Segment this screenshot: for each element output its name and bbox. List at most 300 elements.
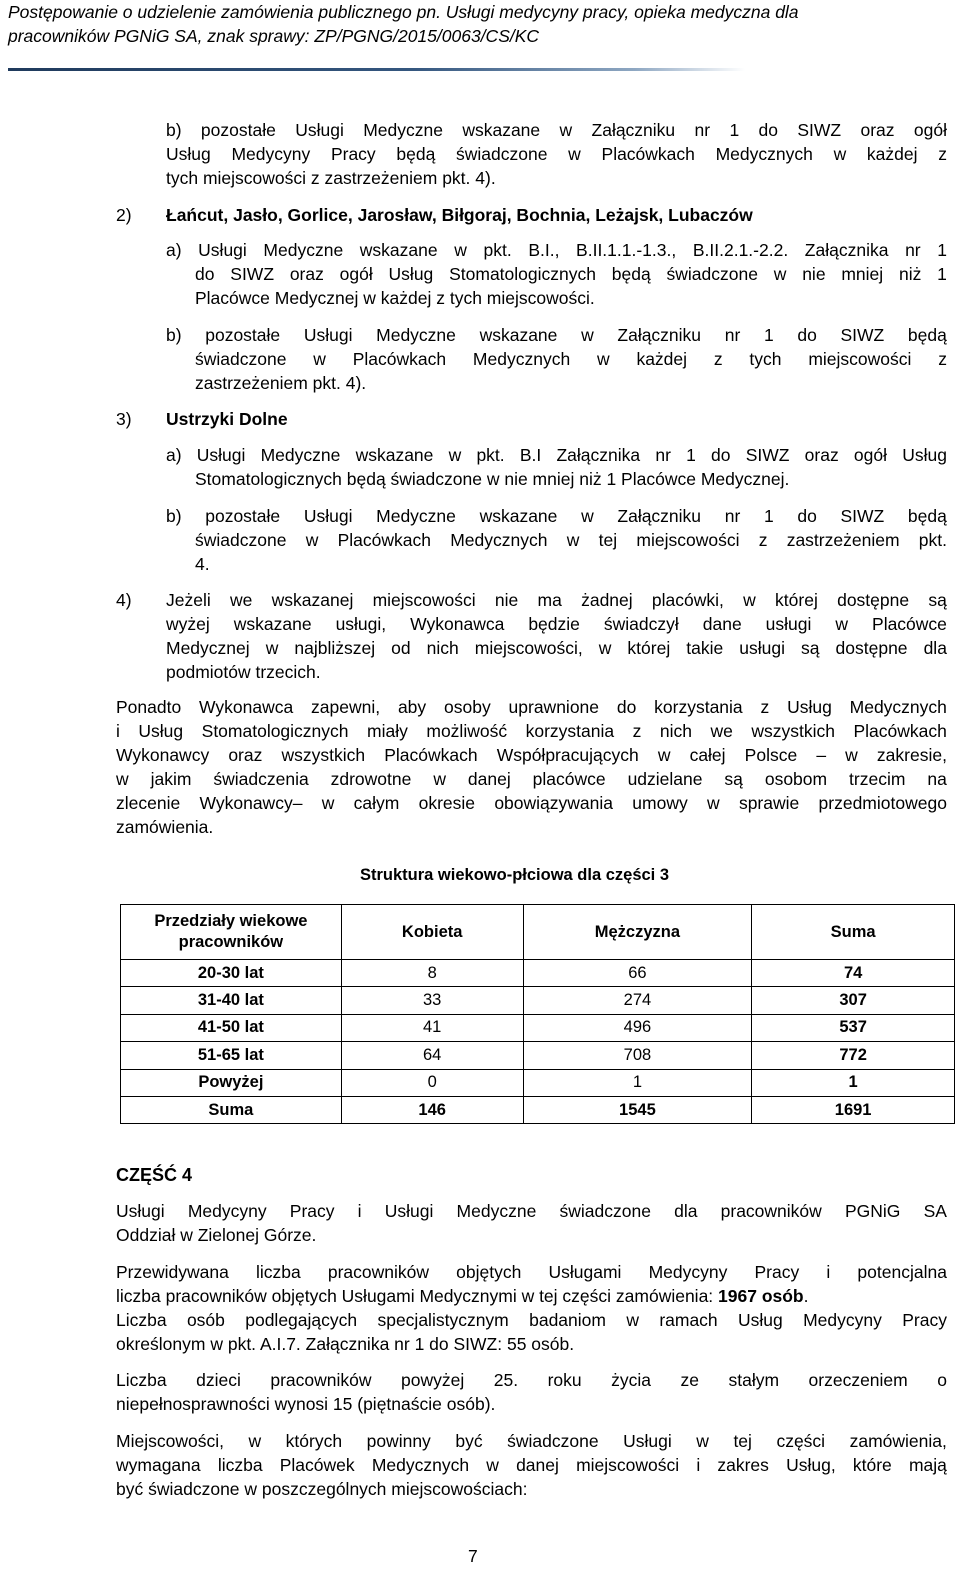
header-rule [8, 68, 745, 71]
word: SIWZ [797, 120, 842, 140]
section-heading: CZĘŚĆ 4 [116, 1165, 193, 1185]
word: zakres [717, 1455, 769, 1475]
word: umowy [632, 793, 688, 813]
word: zamówienia, [849, 1431, 947, 1451]
word: wskazane [359, 240, 438, 260]
word: 1 [763, 325, 774, 345]
text-line [116, 743, 947, 767]
word: dzieci [196, 1370, 241, 1390]
text-line [116, 1308, 947, 1332]
word: są [801, 638, 820, 658]
word: nr [694, 120, 711, 140]
word: Załączniku [617, 506, 702, 526]
men-cell: 66 [523, 960, 752, 987]
word: Medycznej [166, 638, 250, 658]
word: zapewni, [311, 697, 381, 717]
word: SIWZ [230, 264, 275, 284]
word: Medycyny [187, 1201, 267, 1221]
word: Usługi [295, 120, 344, 140]
header-men: Mężczyzna [523, 905, 752, 960]
age-range-cell: Suma [121, 1096, 342, 1123]
text-line [166, 636, 947, 660]
word: Usług [388, 264, 434, 284]
word: będą [396, 144, 436, 164]
word: do [195, 264, 215, 284]
word: Placówkach [853, 721, 947, 741]
word: w [743, 590, 756, 610]
word: będą [907, 506, 947, 526]
word: w [486, 1455, 499, 1475]
age-range-cell: 51-65 lat [121, 1042, 342, 1069]
word: nich [659, 721, 692, 741]
word: osób [186, 1310, 225, 1330]
word: Przewidywana [116, 1262, 229, 1282]
word: dla [674, 1201, 698, 1221]
word: dla [923, 638, 947, 658]
item-2a-paragraph [166, 238, 947, 310]
text-line [116, 1284, 947, 1308]
word: korzystania [525, 721, 615, 741]
text-line [116, 1453, 947, 1477]
word: w [454, 240, 467, 260]
text-line: niepełnosprawności wynosi 15 (piętnaście osób). [116, 1394, 496, 1414]
word: w [773, 264, 787, 284]
text-line [166, 588, 947, 612]
word: mniej [841, 264, 884, 284]
word: Medycznych [472, 349, 571, 369]
word: Medyczne [376, 325, 456, 345]
word: aby [397, 697, 427, 717]
word: od [391, 638, 411, 658]
word: Usług [166, 144, 211, 164]
word: PGNiG [844, 1201, 901, 1221]
word: ogół [339, 264, 373, 284]
word: części [776, 1431, 826, 1451]
word: wszystkich [281, 745, 366, 765]
word: Medyczne [376, 506, 456, 526]
word: są [928, 590, 947, 610]
word: pracowników [270, 1370, 372, 1390]
word: obowiązywania [494, 793, 614, 813]
header-line-2: pracowników PGNiG SA, znak sprawy: ZP/PGNG/2015/0063/CS/KC [8, 26, 540, 46]
word: pracowników [720, 1201, 822, 1221]
item-4-number: 4) [116, 590, 132, 610]
text-line: zastrzeżeniem pkt. 4). [195, 373, 367, 393]
word: danej [516, 1455, 559, 1475]
word: miejscowości, [474, 638, 583, 658]
word: z [760, 697, 770, 717]
word: niż [898, 264, 922, 284]
word: i [696, 1455, 701, 1475]
table-caption: Struktura wiekowo-płciowa dla części 3 [360, 866, 670, 884]
word: świadczone [195, 530, 287, 550]
text-line [166, 347, 947, 371]
word: Stomatologicznych [201, 721, 349, 741]
text-line: Placówce Medycznej w każdej z tych miejscowości. [195, 288, 595, 308]
word: udzielane [627, 769, 703, 789]
word: nich [426, 638, 459, 658]
word: b) [166, 120, 182, 140]
czesc4-p1 [116, 1199, 947, 1247]
word: z [938, 349, 947, 369]
word: miały [367, 721, 408, 741]
word: Usługi [116, 1201, 165, 1221]
word: do [711, 445, 731, 465]
word: we [710, 721, 733, 741]
word: liczba [217, 1455, 263, 1475]
word: Medycznych [450, 530, 548, 550]
word: z [938, 144, 947, 164]
word: są [724, 769, 743, 789]
word: nie [494, 590, 519, 610]
text-line: podmiotów trzecich. [166, 662, 321, 682]
word: ze [680, 1370, 699, 1390]
word: SIWZ [840, 506, 885, 526]
women-cell: 146 [341, 1096, 523, 1123]
word: Polsce [744, 745, 798, 765]
word: sprawie [738, 793, 800, 813]
word: w [116, 769, 129, 789]
word: wskazanej [271, 590, 354, 610]
word: zdrowotne [330, 769, 412, 789]
word: Załącznika [804, 240, 889, 260]
text-line [116, 695, 947, 719]
word: całej [689, 745, 726, 765]
word: w [707, 793, 720, 813]
word: nr [724, 506, 741, 526]
word: nr [724, 325, 741, 345]
word: dostępne [837, 590, 910, 610]
men-cell: 274 [523, 987, 752, 1014]
word: w [248, 1431, 262, 1451]
word: Usługi [196, 445, 246, 465]
word: a) [166, 445, 182, 465]
word: Placówkach [384, 745, 478, 765]
word: świadczone [195, 349, 287, 369]
word: przedmiotowego [818, 793, 947, 813]
women-cell: 8 [341, 960, 523, 987]
word: w [313, 349, 326, 369]
item-3-number: 3) [116, 409, 132, 429]
word: tej [733, 1431, 752, 1451]
item-2-number: 2) [116, 205, 132, 225]
word: najbliższej [294, 638, 376, 658]
word: pozostałe [200, 120, 276, 140]
czesc4-p3 [116, 1368, 947, 1416]
item-4-paragraph [166, 588, 947, 684]
text-span: . [803, 1286, 809, 1306]
word: badaniom [529, 1310, 606, 1330]
word: osoby [444, 697, 491, 717]
word: mają [908, 1455, 947, 1475]
word: pkt. [918, 530, 947, 550]
word: Medycyny [648, 1262, 728, 1282]
word: uprawnione [508, 697, 600, 717]
word: 1 [763, 506, 774, 526]
word: w [581, 325, 594, 345]
page-number: 7 [468, 1546, 478, 1566]
item-3a-paragraph [166, 443, 947, 491]
word: z [758, 530, 768, 550]
word: oraz [804, 445, 839, 465]
word: Usługi [303, 325, 353, 345]
word: w [598, 638, 612, 658]
word: Medycznych [371, 1455, 470, 1475]
word: placówki, [651, 590, 724, 610]
text-line [116, 767, 947, 791]
word: wskazane [462, 120, 541, 140]
czesc4-p4 [116, 1429, 947, 1501]
word: jakim [150, 769, 192, 789]
text-line: tych miejscowości z zastrzeżeniem pkt. 4). [166, 168, 496, 188]
word: w [305, 530, 319, 550]
word: roku [547, 1370, 582, 1390]
word: i [116, 721, 120, 741]
word: SA [923, 1201, 947, 1221]
word: Liczba [116, 1370, 167, 1390]
word: oraz [860, 120, 895, 140]
text-line [166, 262, 947, 286]
age-gender-table [120, 904, 955, 1124]
age-range-cell: Powyżej [121, 1069, 342, 1096]
text-line [166, 238, 947, 262]
word: w [845, 745, 858, 765]
word: b) [166, 325, 182, 345]
word: dostępne [835, 638, 908, 658]
word: ma [537, 590, 562, 610]
word: w [568, 144, 581, 164]
word: Placówek [279, 1455, 355, 1475]
text-line: Stomatologicznych będą świadczone w nie mniej niż 1 Placówce Medycznej. [195, 469, 790, 489]
text-line: Oddział w Zielonej Górze. [116, 1225, 317, 1245]
word: Liczba [116, 1310, 167, 1330]
word: Placówkach [337, 530, 431, 550]
word: a) [166, 240, 182, 260]
word: okresie [418, 793, 476, 813]
word: Wykonawca [199, 697, 294, 717]
word: ogół [913, 120, 947, 140]
word: nr [905, 240, 921, 260]
table-row [121, 1069, 955, 1096]
word: Placówce [872, 614, 947, 634]
word: żadnej [581, 590, 633, 610]
word: Stomatologicznych [449, 264, 596, 284]
word: i [357, 1201, 362, 1221]
women-cell: 33 [341, 987, 523, 1014]
word: świadczone [507, 1431, 599, 1451]
age-range-cell: 41-50 lat [121, 1014, 342, 1041]
word: do [797, 325, 817, 345]
word: pozostałe [205, 506, 281, 526]
word: do [616, 697, 637, 717]
word: wymagana [116, 1455, 201, 1475]
table-row [121, 1042, 955, 1069]
word: której [775, 590, 818, 610]
header-total: Suma [752, 905, 955, 960]
word: Usługi [384, 1201, 434, 1221]
word: B.I [519, 445, 542, 465]
word: Pracy [754, 1262, 800, 1282]
word: której [627, 638, 671, 658]
text-line [166, 142, 947, 166]
women-cell: 41 [341, 1014, 523, 1041]
word: b) [166, 506, 182, 526]
text-line [116, 791, 947, 815]
word: 1 [937, 240, 947, 260]
word: wskazane [233, 614, 312, 634]
total-cell: 772 [752, 1042, 955, 1069]
word: Usług, [786, 1455, 836, 1475]
word: – [816, 745, 827, 765]
text-line [116, 1199, 947, 1223]
word: tej [598, 530, 618, 550]
men-cell: 1 [523, 1069, 752, 1096]
word: Medycyny [803, 1310, 882, 1330]
total-cell: 537 [752, 1014, 955, 1041]
ponadto-paragraph [116, 695, 947, 839]
word: Wykonawcy– [199, 793, 303, 813]
text-span: liczba pracowników objętych Usługami Medycznymi w tej części zamówienia: [116, 1286, 719, 1306]
text-line [166, 443, 947, 467]
text-line: określonym w pkt. A.I.7. Załącznika nr 1 do SIWZ: 55 osób. [116, 1334, 575, 1354]
word: na [927, 769, 947, 789]
word: usługi [739, 638, 785, 658]
text-line [166, 612, 947, 636]
word: w [696, 1431, 709, 1451]
word: Usług [738, 1310, 783, 1330]
word: Współpracujących [496, 745, 639, 765]
header-women: Kobieta [341, 905, 523, 960]
women-cell: 64 [341, 1042, 523, 1069]
word: świadczenia [213, 769, 309, 789]
word: B.II.2.1.-2.2. [692, 240, 789, 260]
running-header [8, 0, 948, 48]
word: świadczone [559, 1201, 651, 1221]
word: Załączniku [617, 325, 702, 345]
word: w [448, 445, 462, 465]
word: wszystkich [751, 721, 835, 741]
item-3-title [166, 407, 947, 431]
word: wskazane [479, 506, 558, 526]
word: świadczone [666, 264, 758, 284]
text-line [166, 323, 947, 347]
women-cell: 0 [341, 1069, 523, 1096]
text-line: zamówienia. [116, 817, 214, 837]
text-line [166, 504, 947, 528]
word: w [265, 638, 279, 658]
word: możliwość [426, 721, 508, 741]
word: orzeczeniem [808, 1370, 908, 1390]
word: zlecenie [116, 793, 181, 813]
word: i [826, 1262, 831, 1282]
word: miejscowości [636, 530, 740, 550]
word: w [835, 614, 849, 634]
word: SIWZ [840, 325, 885, 345]
word: o [937, 1370, 947, 1390]
czesc4-p2 [116, 1260, 947, 1356]
word: oraz [228, 745, 263, 765]
word: Załączniku [591, 120, 676, 140]
word: w [581, 506, 594, 526]
word: 25. [493, 1370, 519, 1390]
word: pozostałe [205, 325, 281, 345]
word: Wykonawcy [116, 745, 210, 765]
men-cell: 496 [523, 1014, 752, 1041]
table-row [121, 1014, 955, 1041]
word: Medycznych [715, 144, 813, 164]
word: pracowników [327, 1262, 430, 1282]
word: każdej [866, 144, 918, 164]
word: Placówkach [352, 349, 447, 369]
part-b-paragraph [166, 118, 947, 190]
word: będzie [528, 614, 580, 634]
word: Pracy [289, 1201, 335, 1221]
word: wskazane [479, 325, 558, 345]
word: objętych [456, 1262, 522, 1282]
word: całym [353, 793, 400, 813]
word: 1 [686, 445, 696, 465]
word: B.II.1.1.-1.3., [576, 240, 677, 260]
word: B.I., [528, 240, 560, 260]
word: Medyczne [260, 445, 341, 465]
word: Usługami [548, 1262, 622, 1282]
text-line [116, 1429, 947, 1453]
word: Medycznych [849, 697, 947, 717]
word: Usługi [198, 240, 247, 260]
item-title: Łańcut, Jasło, Gorlice, Jarosław, Biłgoraj, Bochnia, Leżajsk, Lubaczów [166, 205, 753, 225]
word: każdej [636, 349, 688, 369]
word: w [433, 769, 446, 789]
text-line: być świadczone w poszczególnych miejscowościach: [116, 1479, 528, 1499]
word: Miejscowości, [116, 1431, 224, 1451]
total-cell: 307 [752, 987, 955, 1014]
age-range-cell: 31-40 lat [121, 987, 342, 1014]
word: miejscowości [372, 590, 476, 610]
word: SIWZ [745, 445, 790, 465]
word: pkt. [476, 445, 505, 465]
word: być [455, 1431, 483, 1451]
word: powinny [366, 1431, 431, 1451]
total-cell: 1 [752, 1069, 955, 1096]
word: wyżej [166, 614, 210, 634]
employee-count: 1967 osób [718, 1286, 804, 1306]
word: ogół [853, 445, 888, 465]
word: do [758, 120, 779, 140]
header-age-ranges: Przedziały wiekowe pracowników [121, 905, 342, 960]
text-line: 4. [195, 554, 210, 574]
word: stałym [728, 1370, 780, 1390]
word: Usług [138, 721, 184, 741]
men-cell: 708 [523, 1042, 752, 1069]
item-3b-paragraph [166, 504, 947, 576]
word: tych [749, 349, 782, 369]
word: Medyczne [456, 1201, 537, 1221]
word: będą [907, 325, 947, 345]
word: miejscowości [808, 349, 912, 369]
header-line-1: Postępowanie o udzielenie zamówienia publicznego pn. Usługi medycyny pracy, opieka medyczna dla [8, 2, 799, 22]
word: które [852, 1455, 892, 1475]
age-range-cell: 20-30 lat [121, 960, 342, 987]
word: podlegających [245, 1310, 358, 1330]
word: specjalistycznym [377, 1310, 509, 1330]
word: zastrzeżeniem [786, 530, 900, 550]
word: we [230, 590, 253, 610]
word: wskazane [355, 445, 434, 465]
word: Pracy [902, 1310, 947, 1330]
word: korzystania [654, 697, 743, 717]
word: Załącznika [556, 445, 641, 465]
word: w [626, 1310, 639, 1330]
